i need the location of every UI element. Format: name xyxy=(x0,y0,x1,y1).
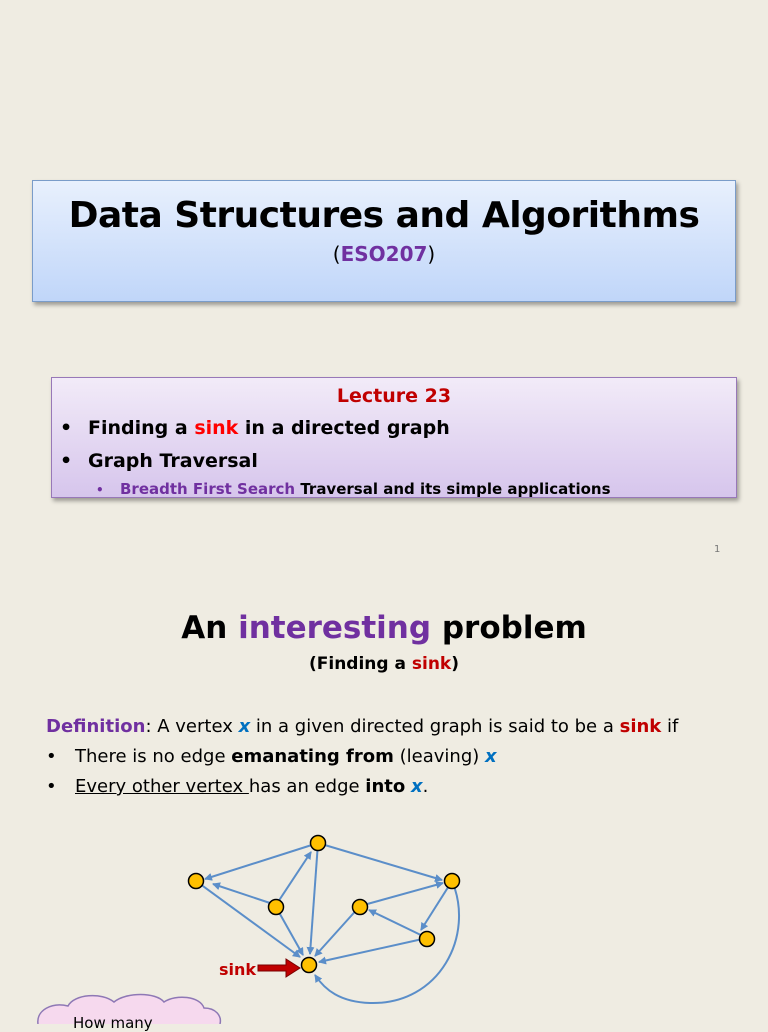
title-text: An xyxy=(181,610,239,646)
bullet-text: has an edge xyxy=(248,776,366,797)
title-highlight: interesting xyxy=(238,610,432,646)
definition-text: : A vertex xyxy=(145,716,239,737)
definition-sink: sink xyxy=(619,716,662,737)
page-number: 1 xyxy=(714,544,721,555)
edge xyxy=(318,843,442,880)
sink-arrow xyxy=(258,959,300,977)
title-box xyxy=(32,180,736,302)
bullet-dot: • xyxy=(46,746,57,767)
definition-line xyxy=(46,716,678,737)
bfs-highlight: Breadth First Search xyxy=(120,480,296,498)
cloud-text: How many xyxy=(73,1014,153,1032)
vertex xyxy=(189,874,204,889)
directed-graph xyxy=(0,820,768,1010)
edge xyxy=(276,852,311,905)
bullet-text: Finding a xyxy=(88,417,195,439)
vertex xyxy=(269,900,284,915)
bullet-dot: • xyxy=(96,483,104,497)
sink-vertex xyxy=(302,958,317,973)
bullet-text: in a directed graph xyxy=(238,417,450,439)
sink-label: sink xyxy=(219,960,257,979)
edge xyxy=(319,938,427,962)
vertex-x: x xyxy=(238,716,251,737)
bullet-dot: • xyxy=(60,450,73,472)
lecture-bullet-2 xyxy=(60,450,258,472)
subtitle-text: ) xyxy=(451,654,460,674)
course-paren-close: ) xyxy=(427,242,436,266)
vertex-x: x xyxy=(485,746,497,767)
vertex xyxy=(420,932,435,947)
bullet-bold: into xyxy=(365,776,406,797)
bullet-underline: Every other vertex xyxy=(75,776,249,797)
slide-title: Data Structures and Algorithms xyxy=(68,195,700,236)
title-text: problem xyxy=(431,610,587,646)
bullet-text: (leaving) xyxy=(393,746,485,767)
edge xyxy=(276,907,303,955)
bullet-dot: • xyxy=(60,417,73,439)
definition-text: if xyxy=(661,716,679,737)
condition-bullet-1 xyxy=(46,746,497,767)
edge xyxy=(213,884,276,905)
subtitle-text: (Finding a xyxy=(308,654,412,674)
course-paren-open: ( xyxy=(332,242,341,266)
bullet-dot: • xyxy=(46,776,57,797)
edge xyxy=(369,910,427,938)
lecture-bullet-1 xyxy=(60,417,450,439)
lecture-subbullet xyxy=(96,480,611,498)
bullet-text: There is no edge xyxy=(75,746,232,767)
vertex xyxy=(445,874,460,889)
definition-text: in a given directed graph is said to be a xyxy=(250,716,620,737)
bullet-bold: emanating from xyxy=(231,746,394,767)
bullet-text: Graph Traversal xyxy=(88,450,258,472)
edge xyxy=(310,843,318,954)
vertex xyxy=(353,900,368,915)
bullet-text: . xyxy=(422,776,429,797)
sink-highlight: sink xyxy=(194,417,239,439)
subbullet-text: Traversal and its simple applications xyxy=(295,480,611,498)
condition-bullet-2 xyxy=(46,776,428,797)
lecture-title: Lecture 23 xyxy=(336,385,452,407)
course-code: ESO207 xyxy=(340,242,428,266)
lecture-box xyxy=(51,377,737,498)
problem-title xyxy=(0,610,768,646)
problem-subtitle xyxy=(0,654,768,674)
edge xyxy=(205,843,318,879)
definition-label: Definition xyxy=(46,716,146,737)
subtitle-sink: sink xyxy=(411,654,452,674)
edge xyxy=(315,906,360,956)
course-code-line xyxy=(33,242,735,266)
edge xyxy=(360,883,443,906)
vertex-x: x xyxy=(411,776,423,797)
vertex xyxy=(311,836,326,851)
